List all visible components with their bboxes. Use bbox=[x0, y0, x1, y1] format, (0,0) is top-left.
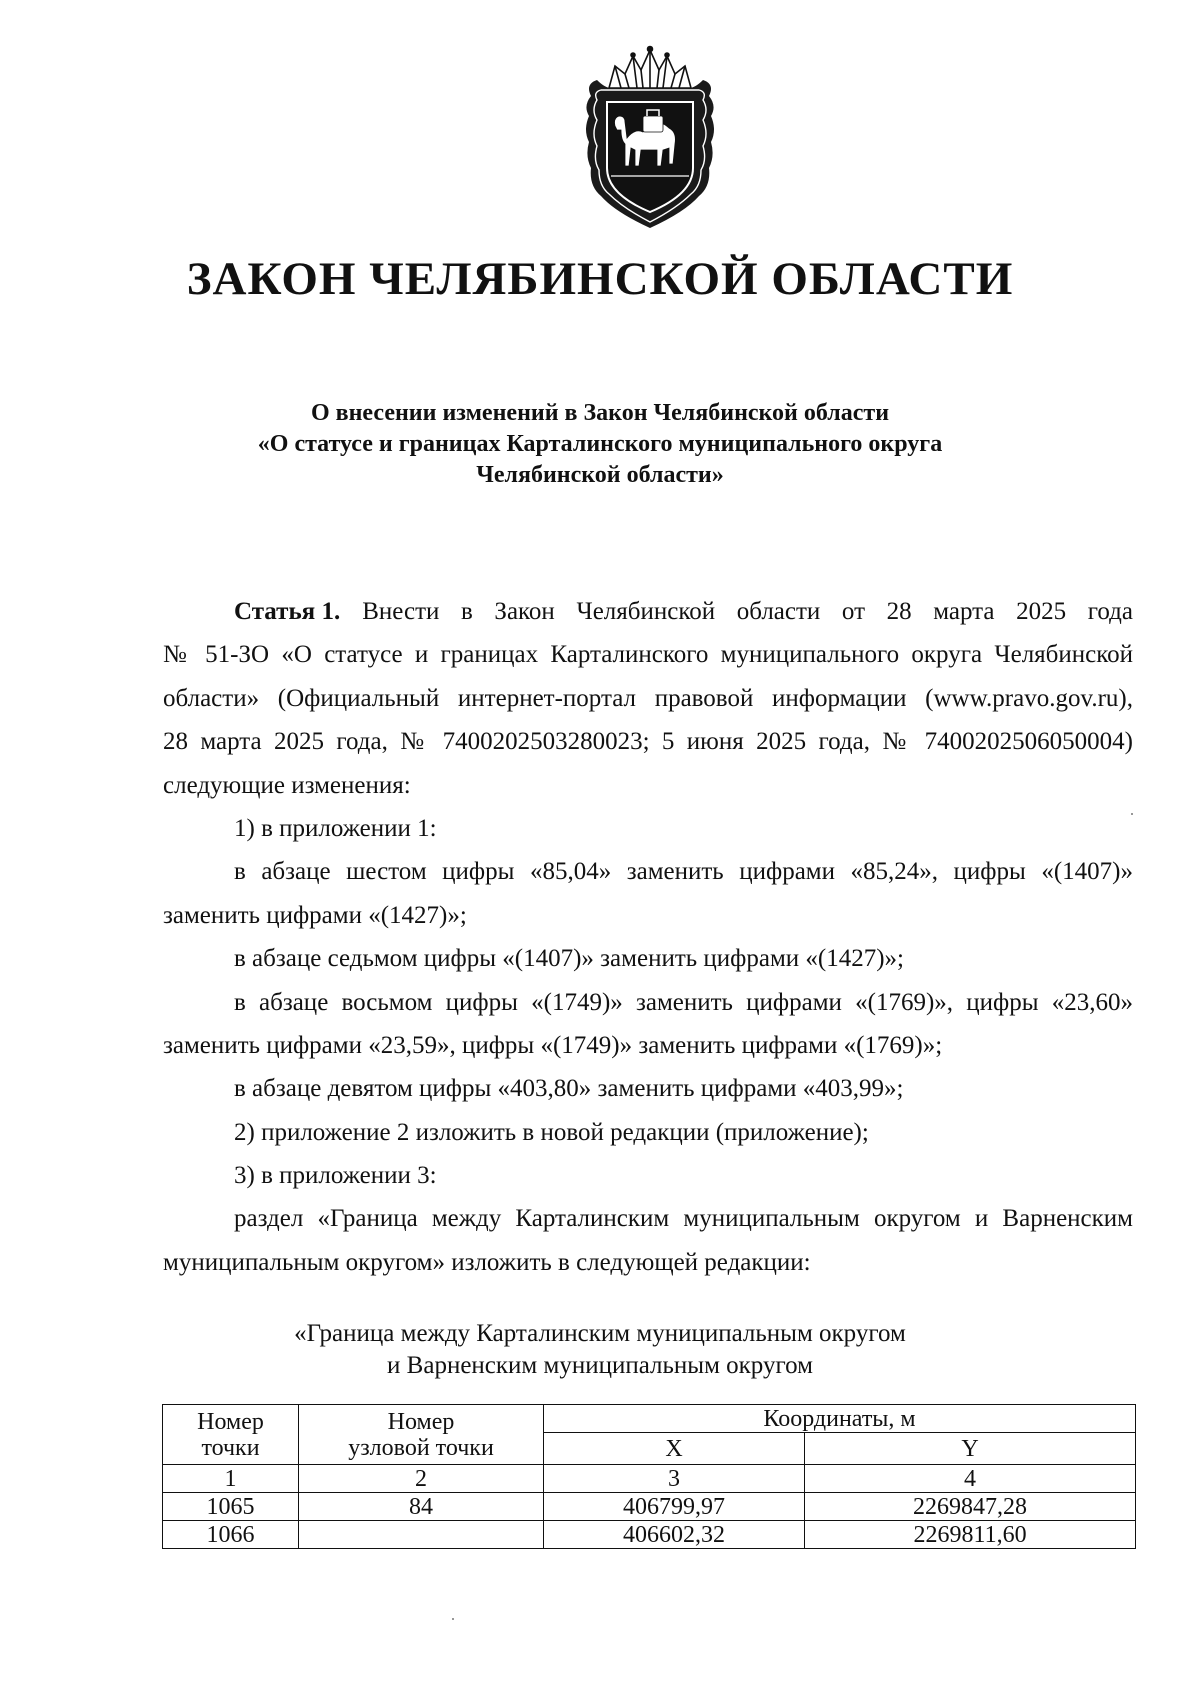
header-y: Y bbox=[805, 1433, 1136, 1465]
article-text-line: 2) приложение 2 изложить в новой редакции (приложение); bbox=[234, 1118, 869, 1146]
article-text-line: № 51-ЗО «О статусе и границах Карталинского муниципального округа Челябинской bbox=[163, 641, 1133, 669]
header-x: X bbox=[544, 1433, 805, 1465]
table-cell: 406799,97 bbox=[544, 1493, 805, 1521]
table-cell: 3 bbox=[544, 1465, 805, 1493]
scan-speck bbox=[1131, 813, 1133, 815]
subtitle-line: «О статусе и границах Карталинского муниципального округа bbox=[257, 431, 943, 457]
header-coordinates: Координаты, м bbox=[544, 1405, 1136, 1433]
article-body bbox=[163, 590, 1133, 1284]
article-text-line: 3) в приложении 3: bbox=[234, 1162, 437, 1190]
coat-of-arms-emblem bbox=[581, 44, 719, 232]
table-caption bbox=[0, 1318, 1200, 1382]
article-text-line: следующие изменения: bbox=[163, 771, 411, 799]
table-cell: 2269847,28 bbox=[805, 1493, 1136, 1521]
article-text-line: заменить цифрами «23,59», цифры «(1749)» заменить цифрами «(1769)»; bbox=[163, 1031, 943, 1059]
article-text-line: в абзаце шестом цифры «85,04» заменить цифрами «85,24», цифры «(1407)» bbox=[234, 858, 1133, 886]
table-cell: 4 bbox=[805, 1465, 1136, 1493]
table-row bbox=[163, 1493, 1136, 1521]
article-text-line: в абзаце седьмом цифры «(1407)» заменить цифрами «(1427)»; bbox=[234, 945, 904, 973]
table-header-row bbox=[163, 1405, 1136, 1433]
scan-speck bbox=[452, 1618, 454, 1620]
article-text-line: муниципальным округом» изложить в следующей редакции: bbox=[163, 1248, 811, 1276]
table-cell: 1 bbox=[163, 1465, 299, 1493]
table-cell: 2269811,60 bbox=[805, 1521, 1136, 1549]
article-text-line: 28 марта 2025 года, № 7400202503280023; 5 июня 2025 года, № 7400202506050004) bbox=[163, 728, 1133, 756]
article-text-line: заменить цифрами «(1427)»; bbox=[163, 901, 467, 929]
table-row bbox=[163, 1521, 1136, 1549]
law-title: ЗАКОН ЧЕЛЯБИНСКОЙ ОБЛАСТИ bbox=[186, 253, 1014, 305]
article-text-line: области» (Официальный интернет-портал правовой информации (www.pravo.gov.ru), bbox=[163, 684, 1133, 712]
article-text-line: Внести в Закон Челябинской области от 28 марта 2025 года bbox=[362, 598, 1133, 625]
law-subtitle bbox=[0, 398, 1200, 491]
article-text-line: в абзаце восьмом цифры «(1749)» заменить цифрами «(1769)», цифры «23,60» bbox=[234, 988, 1133, 1016]
table-cell: 406602,32 bbox=[544, 1521, 805, 1549]
header-node-number: Номер узловой точки bbox=[299, 1405, 544, 1465]
camel-crest-icon bbox=[581, 44, 719, 232]
table-cell: 84 bbox=[299, 1493, 544, 1521]
article-text-line: в абзаце девятом цифры «403,80» заменить цифрами «403,99»; bbox=[234, 1075, 904, 1103]
coordinates-table bbox=[162, 1404, 1136, 1549]
table-caption-line: «Граница между Карталинским муниципальным округом bbox=[294, 1320, 906, 1347]
table-column-number-row bbox=[163, 1465, 1136, 1493]
table-caption-line: и Варненским муниципальным округом bbox=[387, 1352, 813, 1379]
article-first-line bbox=[163, 590, 1133, 633]
article-text-line: 1) в приложении 1: bbox=[234, 814, 437, 842]
subtitle-line: О внесении изменений в Закон Челябинской области bbox=[310, 400, 890, 426]
subtitle-line: Челябинской области» bbox=[476, 462, 724, 488]
table-cell bbox=[299, 1521, 544, 1549]
table-cell: 1066 bbox=[163, 1521, 299, 1549]
table-cell: 1065 bbox=[163, 1493, 299, 1521]
article-text-line: раздел «Граница между Карталинским муниципальным округом и Варненским bbox=[234, 1205, 1133, 1233]
table-cell: 2 bbox=[299, 1465, 544, 1493]
article-heading: Статья 1. bbox=[234, 598, 341, 625]
header-point-number: Номер точки bbox=[163, 1405, 299, 1465]
